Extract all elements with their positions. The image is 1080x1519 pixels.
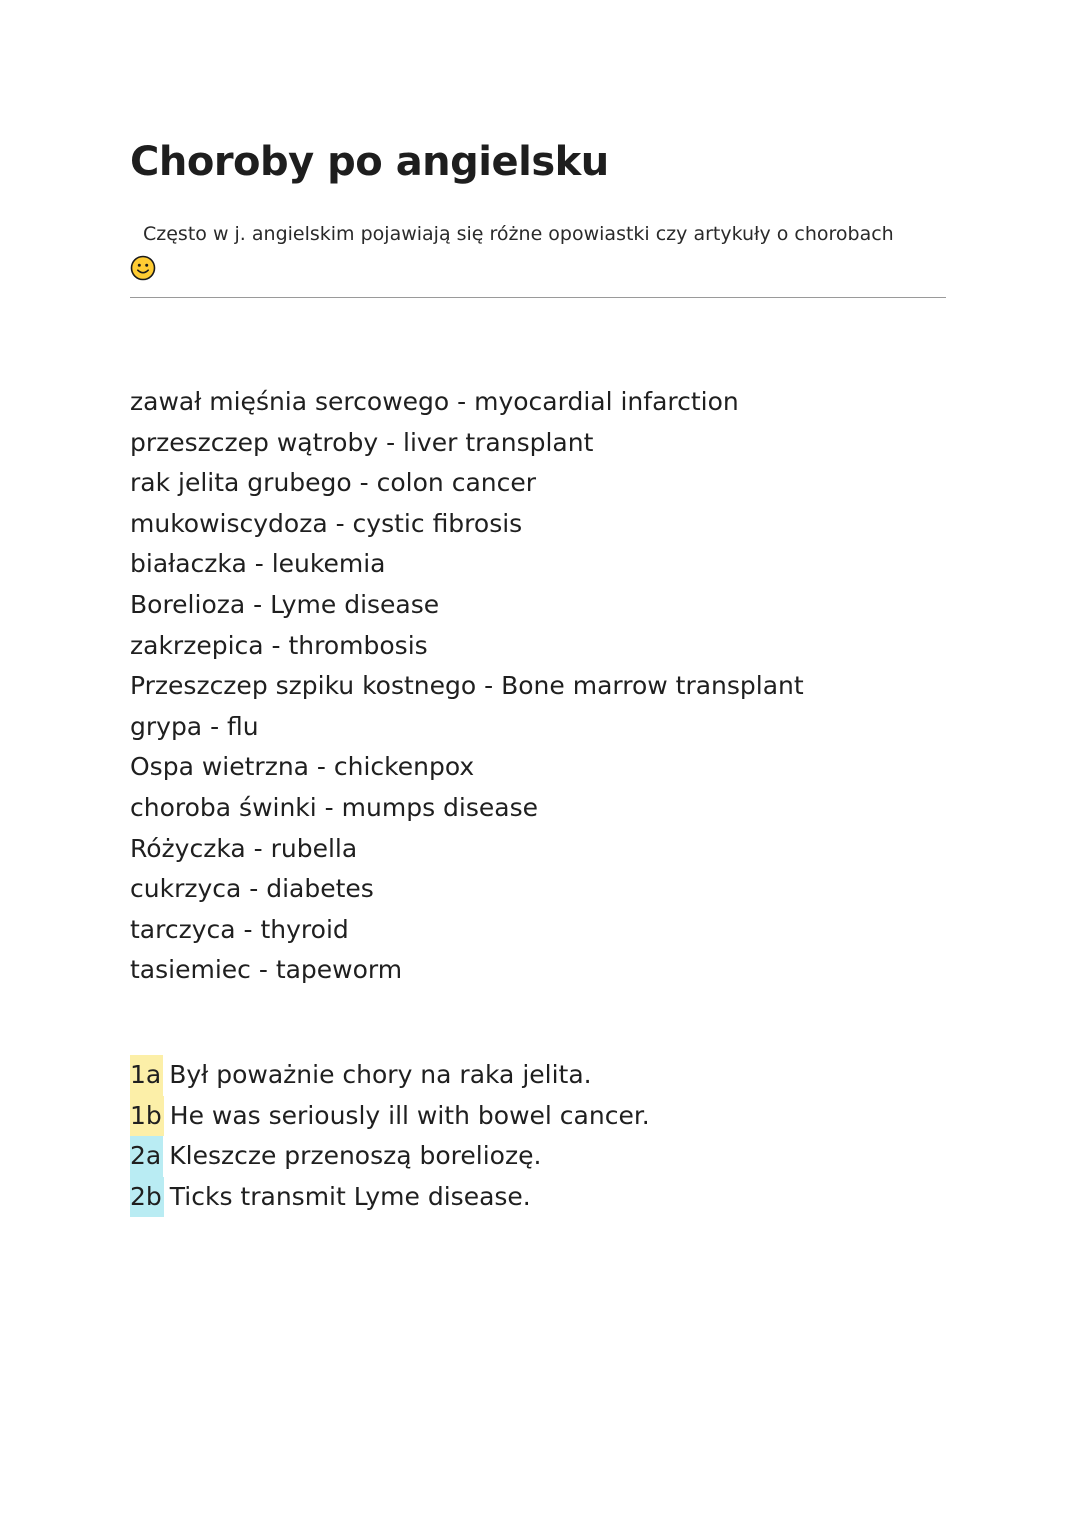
example-text: Był poważnie chory na raka jelita. [169,1060,592,1089]
vocabulary-item: choroba świnki - mumps disease [130,792,538,822]
example-sentences [130,1055,650,1217]
example-tag: 1b [130,1096,164,1137]
example-text: Kleszcze przenoszą boreliozę. [169,1141,542,1170]
vocabulary-item: tasiemiec - tapeworm [130,955,403,985]
vocabulary-item: Różyczka - rubella [130,833,358,863]
vocabulary-item: zakrzepica - thrombosis [130,630,428,660]
vocabulary-item: mukowiscydoza - cystic fibrosis [130,508,523,538]
vocabulary-item: Przeszczep szpiku kostnego - Bone marrow transplant [130,671,804,701]
example-tag: 2a [130,1136,163,1177]
vocabulary-item: zawał mięśnia sercowego - myocardial infarction [130,387,739,416]
smiley-face-icon [130,255,156,281]
example-sentence [130,1096,650,1137]
vocabulary-list [130,382,804,991]
vocabulary-item: Borelioza - Lyme disease [130,589,440,619]
vocabulary-item: grypa - flu [130,711,259,741]
vocabulary-item: rak jelita grubego - colon cancer [130,468,537,498]
example-text: Ticks transmit Lyme disease. [169,1181,531,1211]
page-title: Choroby po angielsku [130,139,609,185]
example-tag: 1a [130,1055,163,1096]
example-sentence [130,1055,650,1096]
subtitle-text: Często w j. angielskim pojawiają się różne opowiastki czy artykuły o chorobach [143,223,894,245]
vocabulary-item: Ospa wietrzna - chickenpox [130,752,475,782]
vocabulary-item: cukrzyca - diabetes [130,874,374,904]
vocabulary-item: tarczyca - thyroid [130,914,349,944]
vocabulary-item: przeszczep wątroby - liver transplant [130,427,594,457]
example-text: He was seriously ill with bowel cancer. [169,1100,650,1130]
example-sentence [130,1177,650,1218]
horizontal-divider [130,297,946,298]
example-sentence [130,1136,650,1177]
vocabulary-item: białaczka - leukemia [130,549,386,579]
example-tag: 2b [130,1177,164,1218]
